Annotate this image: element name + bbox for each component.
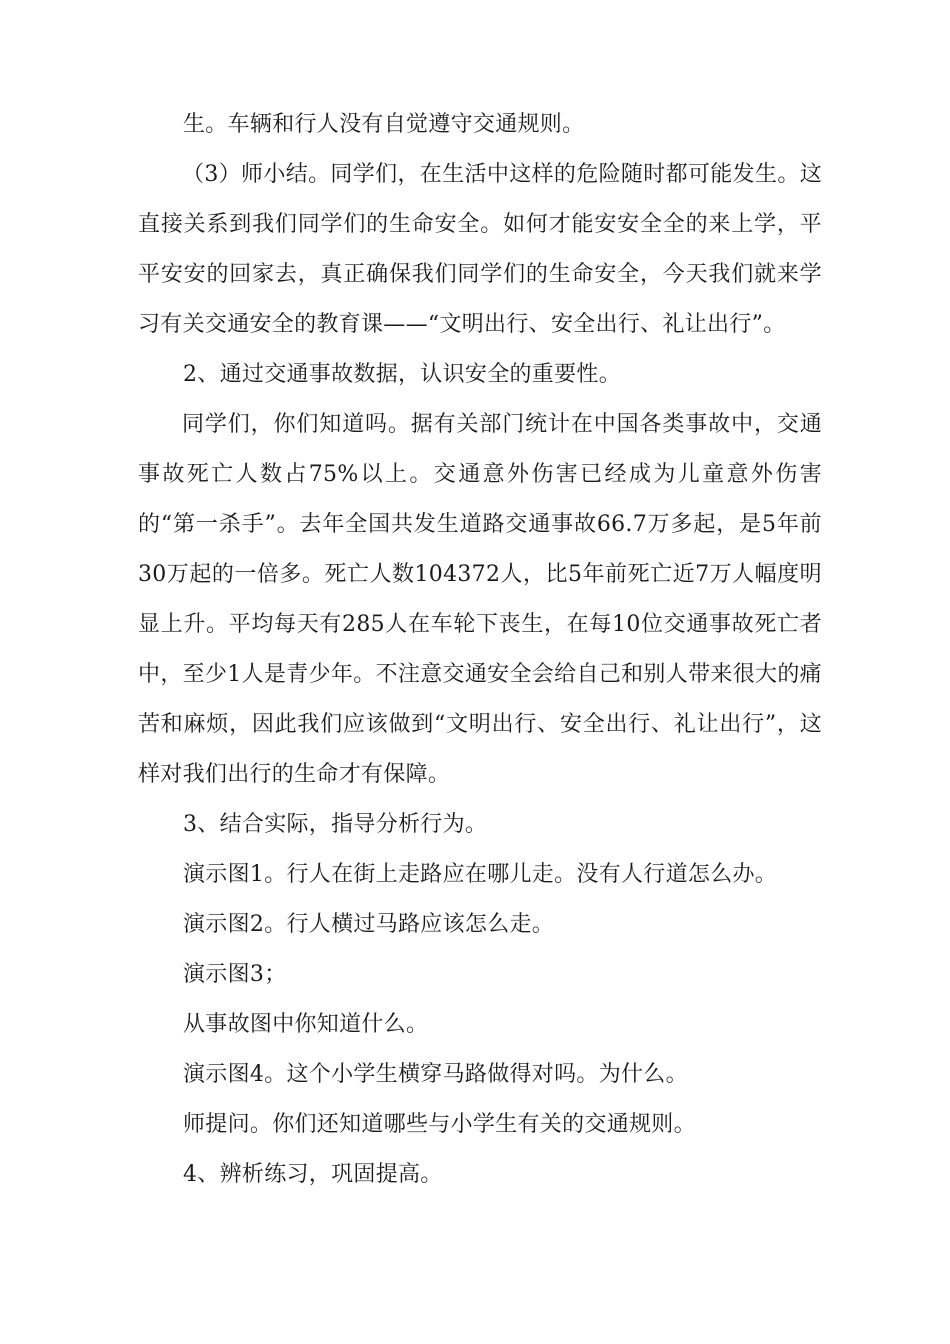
paragraph-teacher-question: 师提问。你们还知道哪些与小学生有关的交通规则。	[183, 1112, 696, 1137]
heading-section-4: 4、辨析练习，巩固提高。	[183, 1162, 443, 1187]
paragraph-figure-1: 演示图1。行人在街上走路应在哪儿走。没有人行道怎么办。	[183, 862, 778, 887]
paragraph-continuation: 生。车辆和行人没有自觉遵守交通规则。	[183, 112, 585, 137]
heading-section-2: 2、通过交通事故数据，认识安全的重要性。	[183, 362, 621, 387]
paragraph-accident-statistics: 同学们，你们知道吗。据有关部门统计在中国各类事故中，交通事故死亡人数占75%以上。交通意外伤害已经成为儿童意外伤害的“第一杀手”。去年全国共发生道路交通事故66.7万多起，是5年前30万起的一倍多。死亡人数104372人，比5年前死亡近7万人幅度明显上升。平均每天有285人在车轮下丧生，在每10位交通事故死亡者中，至少1人是青少年。不注意交通安全会给自己和别人带来很大的痛苦和麻烦，因此我们应该做到“文明出行、安全出行、礼让出行”，这样对我们出行的生命才有保障。	[138, 412, 822, 787]
paragraph-teacher-summary: （3）师小结。同学们，在生活中这样的危险随时都可能发生。这直接关系到我们同学们的生命安全。如何才能安安全全的来上学，平平安安的回家去，真正确保我们同学们的生命安全，今天我们就来学习有关交通安全的教育课——“文明出行、安全出行、礼让出行”。	[138, 162, 822, 337]
heading-section-3: 3、结合实际，指导分析行为。	[183, 812, 488, 837]
paragraph-figure-3: 演示图3；	[183, 962, 287, 987]
paragraph-accident-question: 从事故图中你知道什么。	[183, 1012, 429, 1037]
paragraph-figure-2: 演示图2。行人横过马路应该怎么走。	[183, 912, 555, 937]
paragraph-figure-4: 演示图4。这个小学生横穿马路做得对吗。为什么。	[183, 1062, 688, 1087]
